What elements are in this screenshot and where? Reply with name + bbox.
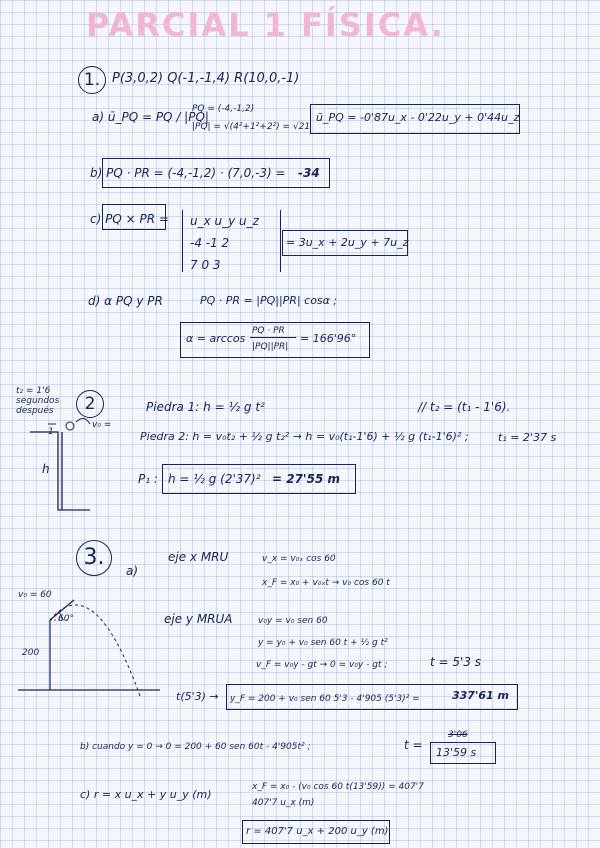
det-row-1: u_x u_y u_z [190,214,259,228]
p1-a-formula: a) ū_PQ = PQ / |PQ| [92,110,209,124]
det-row-2: -4 -1 2 [190,236,230,250]
p2-sketch-v0: v₀ = [92,420,112,430]
p3-eval-result: 337'61 m [452,689,509,702]
p2-line-3: h = ½ g (2'37)² [168,472,261,486]
p3-sketch-angle: 60° [58,614,74,624]
p3-sketch-height: 200 [22,648,40,658]
p3-c-x2: 407'7 u_x (m) [252,798,315,808]
p3-mru-title: eje x MRU [168,550,229,564]
p1-b-result: -34 [298,166,320,180]
problem-1-points: P(3,0,2) Q(-1,-1,4) R(10,0,-1) [112,71,300,86]
det-right-bar [280,210,281,272]
p2-line-1: Piedra 1: h = ½ g t² [146,400,265,414]
det-left-bar [182,210,183,272]
p1-c-result: = 3u_x + 2u_y + 7u_z [286,236,409,249]
p3-mrua-title: eje y MRUA [164,612,233,626]
p2-sketch-label-1: 1 [48,427,54,437]
p1-c-box [102,204,166,230]
p2-line-2-result: t₁ = 2'37 s [498,431,557,444]
problem-2-number: 2 [76,390,104,418]
det-row-3: 7 0 3 [190,258,221,272]
p1-d-arccos: α = arccos [186,332,246,345]
problem-3-number: 3. [76,540,112,576]
page-title: PARCIAL 1 FÍSICA. [86,6,445,44]
p2-side-note: t₂ = 1'6 segundos después [16,386,60,416]
p1-a-modulus: |PQ| = √(4²+1²+2²) = √21 [192,122,311,132]
p3-b-line: b) cuando y = 0 → 0 = 200 + 60 sen 60t - 4'905t² ; [80,742,311,752]
p3-mru-2: x_F = x₀ + v₀ₓt → v₀ cos 60 t [262,578,390,588]
p1-b-box [102,158,330,188]
p3-b-crossed-value: 3'06 [448,730,468,740]
p3-a-label: a) [126,564,139,578]
p1-d-frac-den: |PQ||PR| [252,342,289,352]
p1-d-frac-line [250,337,296,338]
p3-eval-label: t(5'3) → [176,690,219,703]
p3-mrua-3: v_F = v₀y - gt → 0 = v₀y - gt ; [256,660,388,670]
p3-c-result: r = 407'7 u_x + 200 u_y (m) [246,826,389,837]
p3-mrua-2: y = y₀ + v₀ sen 60 t + ½ g t² [258,638,388,648]
p3-mrua-1: v₀y = v₀ sen 60 [258,616,328,626]
p1-a-result: ū_PQ = -0'87u_x - 0'22u_y + 0'44u_z [316,111,520,124]
p1-d-result: = 166'96° [300,332,357,345]
p3-sketch-v0: v₀ = 60 [18,590,52,600]
p2-line-1-right: // t₂ = (t₁ - 1'6). [418,400,511,414]
p3-c-x: x_F = x₀ - (v₀ cos 60 t(13'59)) = 407'7 [252,782,424,792]
p1-c-formula: c) PQ × PR = [90,212,169,226]
p1-b-formula: b) PQ · PR = (-4,-1,2) · (7,0,-3) = [90,166,286,180]
p1-d-formula: d) α PQ y PR [88,294,163,308]
p2-line-3-result: = 27'55 m [272,472,340,486]
p1-a-vector: PQ = (-4,-1,2) [192,104,255,114]
p3-b-result: 13'59 s [436,746,477,759]
p1-d-rule: PQ · PR = |PQ||PR| cosα ; [200,294,338,307]
p2-line-2: Piedra 2: h = v₀t₂ + ½ g t₂² → h = v₀(t₁-1'6) + ½ g (t₁-1'6)² ; [140,430,469,443]
problem-1-number: 1. [78,66,106,94]
p2-sketch-h: h [42,462,50,476]
p3-mrua-3-result: t = 5'3 s [430,655,482,669]
p3-c-line: c) r = x u_x + y u_y (m) [80,788,212,801]
p3-b-t-label: t = [404,738,423,752]
p2-line-3-label: P₁ : [138,472,158,486]
p3-mru-1: v_x = v₀ₓ cos 60 [262,554,336,564]
p3-eval: y_F = 200 + v₀ sen 60 5'3 - 4'905 (5'3)² = [230,694,420,704]
p1-d-frac-num: PQ · PR [252,326,285,336]
